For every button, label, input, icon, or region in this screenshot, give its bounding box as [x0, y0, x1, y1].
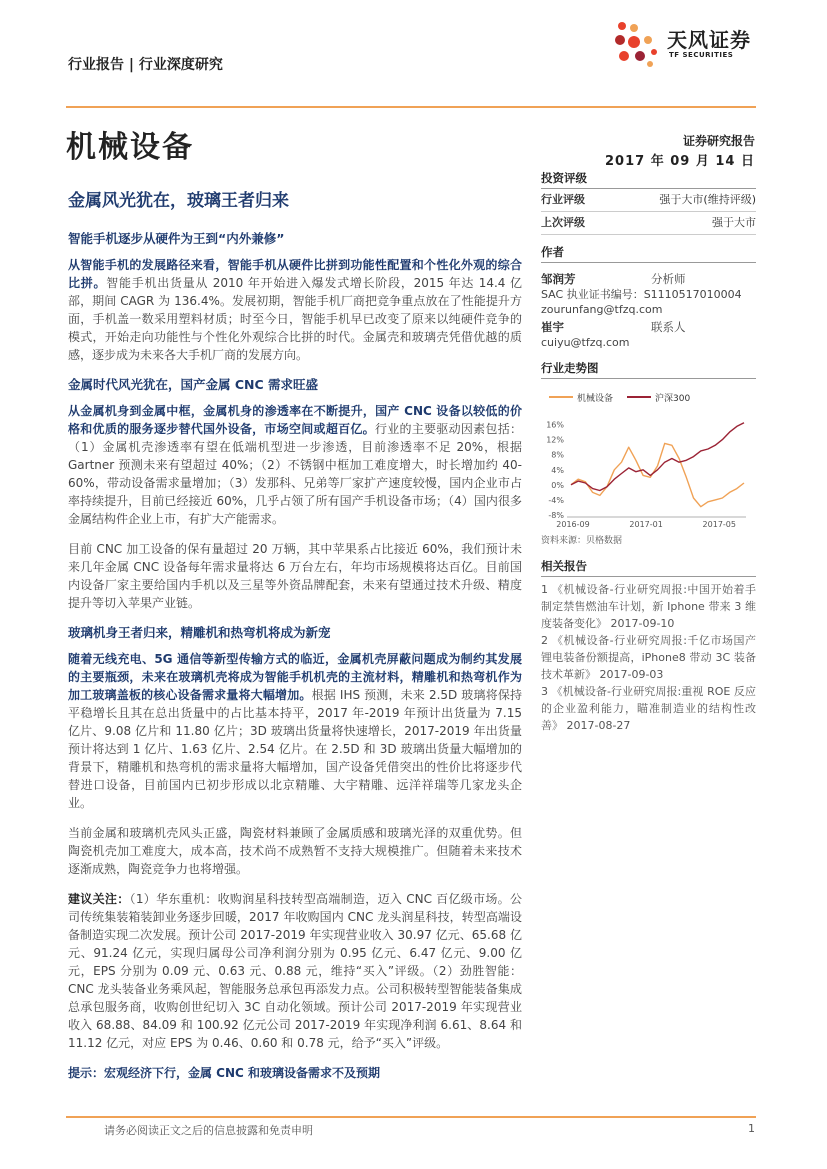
trend-box [541, 360, 756, 546]
y-tick-label: 4% [551, 465, 564, 475]
report-headline: 金属风光犹在，玻璃王者归来 [68, 191, 289, 211]
logo-mark-icon [612, 18, 664, 70]
paragraph-6 [68, 890, 522, 1052]
paragraph-2 [68, 402, 522, 528]
paragraph-6-text: （1）华东重机：收购润星科技转型高端制造，迈入 CNC 百亿级市场。公司传统集装箱装卸业务逐步回暖，2017 年收购国内 CNC 龙头润星科技，转型高端设备制造实现二次发展。预计公司 2017-2019 年实现营业收入 30.97 亿元、65.68 亿元、91.24 亿元，实现归属母公司净利润分别为 0.95 亿元、6.47 亿元、9.00 亿元，EPS 分别为 0.09 元、0.63 元、0.88 元，维持“买入”评级。（2）劲胜智能：CNC 龙头装备业务乘风起，智能服务总承包再添发力点。公司积极转型智能装备集成总承包服务商，收购创世纪切入 3C 自动化领域。预计公司 2017-2019 年实现营业收入 68.88、84.09 和 100.92 亿元公司 2017-2019 年实现净利润 6.61、8.64 和 11.12 亿元，对应 EPS 为 0.46、0.60 和 0.78 元，给予“买入”评级。 [68, 892, 522, 1050]
paragraph-1 [68, 256, 522, 364]
paragraph-2-lead: 从金属机身到金属中框，金属机身的渗透率在不断提升，国产 CNC 设备以较低的价格和优质的服务逐步替代国外设备，市场空间或超百亿。 [68, 404, 522, 436]
x-tick-label: 2017-01 [629, 520, 663, 529]
main-body [68, 230, 522, 1094]
trend-chart [541, 383, 756, 533]
authors-heading: 作者 [541, 244, 756, 263]
related-heading: 相关报告 [541, 558, 756, 577]
related-list [541, 581, 756, 734]
footer-divider [66, 1116, 756, 1118]
paragraph-1-lead: 从智能手机的发展路径来看，智能手机从硬件比拼到功能性配置和个性化外观的综合比拼。 [68, 258, 522, 290]
series-line [571, 423, 744, 491]
author-name: 邹润芳 [541, 272, 576, 286]
y-tick-label: 12% [546, 435, 564, 445]
author-block [541, 319, 756, 350]
related-item[interactable]: 1 《机械设备-行业研究周报:中国开始着手制定禁售燃油车计划，新 Iphone 带来 3 维度装备变化》 2017-09-10 [541, 583, 756, 630]
related-item[interactable]: 2 《机械设备-行业研究周报:千亿市场国产锂电装备份额提高，iPhone8 带动 3C 装备技术革新》 2017-09-03 [541, 634, 756, 681]
y-tick-label: -8% [548, 511, 564, 520]
paragraph-4-text: 根据 IHS 预测，未来 2.5D 玻璃将保持平稳增长且其在总出货量中的占比基本持平，2017 年-2019 年预计出货量为 7.15 亿片、9.08 亿片和 11.80 亿片；3D 玻璃出货量将快速增长，2017-2019 年出货量预计将达到 1 亿片、1.63 亿片、2.54 亿片。在 2.5D 和 3D 玻璃出货量大幅增加的背景下，精雕机和热弯机的需求量将大幅增加，国产设备凭借突出的性价比将逐步代替进口设备，目前国内已初步形成以北京精雕、大宇精雕、远洋祥瑞等几家龙头企业。 [68, 688, 522, 810]
author-role: 分析师 [651, 272, 686, 286]
series-line [571, 443, 744, 506]
y-tick-label: -4% [548, 495, 564, 505]
paragraph-4-lead: 随着无线充电、5G 通信等新型传输方式的临近，金属机壳屏蔽问题成为制约其发展的主要瓶颈，未来在玻璃机壳将成为智能手机机壳的主流材料，精雕机和热弯机作为加工玻璃盖板的核心设备需求量将大幅增加。 [68, 652, 522, 702]
risk-note: 提示：宏观经济下行，金属 CNC 和玻璃设备需求不及预期 [68, 1066, 381, 1080]
section-heading-2: 金属时代风光犹在，国产金属 CNC 需求旺盛 [68, 377, 319, 392]
paragraph-3: 目前 CNC 加工设备的保有量超过 20 万辆，其中苹果系占比接近 60%，我们预计未来几年金属 CNC 设备每年需求量将达 6 万台左右，年均市场规模将达百亿。目前国内设备厂家主要给国内手机以及三星等外资品牌配套，未来有望通过技术升级、精度提升等切入苹果产业链。 [68, 542, 522, 610]
chart-source: 资料来源：贝格数据 [541, 536, 623, 546]
paragraph-1-text: 智能手机出货量从 2010 年开始进入爆发式增长阶段，2015 年达 14.4 亿部，期间 CAGR 为 136.4%。发展初期，智能手机厂商把竞争重点放在了性能提升方面，手机盖一数采用塑料材质；时至今日，智能手机早已改变了原来以纯硬件竞争的模式，开始走向功能性与个性化外观综合比拼的时代。金属壳和玻璃壳凭借优越的质感，逐步成为未来各大手机厂商的发展方向。 [68, 276, 522, 362]
trend-heading: 行业走势图 [541, 360, 756, 379]
report-date: 2017 年 09 月 14 日 [605, 154, 755, 169]
y-tick-label: 16% [546, 420, 564, 430]
author-cert: SAC 执业证书编号：S1110517010004 [541, 288, 742, 301]
author-role: 联系人 [651, 320, 686, 334]
company-logo [612, 18, 772, 70]
logo-text-en: TF SECURITIES [669, 51, 734, 59]
related-box [541, 558, 756, 734]
related-item[interactable]: 3 《机械设备-行业研究周报:重视 ROE 反应的企业盈利能力，瞄准制造业的结构性改善》 2017-08-27 [541, 685, 756, 732]
x-tick-label: 2016-09 [556, 520, 590, 529]
page-number: 1 [748, 1122, 755, 1135]
disclaimer: 请务必阅读正文之后的信息披露和免责申明 [104, 1124, 313, 1137]
section-heading-3: 玻璃机身王者归来，精雕机和热弯机将成为新宠 [68, 625, 331, 640]
author-email[interactable]: cuiyu@tfzq.com [541, 336, 630, 349]
y-tick-label: 0% [551, 480, 564, 490]
industry-title: 机械设备 [66, 130, 194, 165]
authors-box [541, 244, 756, 350]
logo-text-cn: 天风证券 [667, 28, 751, 52]
legend-label: 机械设备 [577, 394, 614, 404]
report-type: 行业报告 | 行业深度研究 [68, 57, 223, 73]
rating-row [541, 212, 756, 235]
paragraph-2-text: 行业的主要驱动因素包括：（1）金属机壳渗透率有望在低端机型进一步渗透，目前渗透率不足 20%，根据 Gartner 预测未来有望超过 40%；（2）不锈钢中框加工难度增大，时长增加约 40-60%，带动设备需求量增加；（3）发那科、兄弟等厂家扩产速度较慢，国内企业市占率持续提升，目前已经接近 60%，几乎占领了所有国产手机设备市场；（4）国内很多金属结构件企业上市，有扩大产能需求。 [68, 422, 522, 526]
paragraph-6-lead: 建议关注： [68, 892, 130, 906]
rating-label: 行业评级 [541, 193, 585, 206]
rating-row [541, 189, 756, 212]
header-divider [66, 106, 756, 108]
rating-label: 上次评级 [541, 216, 585, 229]
rating-heading: 投资评级 [541, 170, 756, 189]
y-tick-label: 8% [551, 450, 564, 460]
rating-box [541, 170, 756, 235]
author-name: 崔宇 [541, 320, 564, 334]
doc-type: 证券研究报告 [682, 134, 755, 148]
rating-value: 强于大市 [712, 216, 756, 229]
rating-value: 强于大市(维持评级) [659, 193, 756, 206]
x-tick-label: 2017-05 [702, 520, 736, 529]
paragraph-5: 当前金属和玻璃机壳风头正盛，陶瓷材料兼顾了金属质感和玻璃光泽的双重优势。但陶瓷机壳加工难度大，成本高，技术尚不成熟暂不支持大规模推广。但随着未来技术逐渐成熟，陶瓷竞争力也将增强。 [68, 826, 522, 876]
paragraph-4 [68, 650, 522, 812]
author-email[interactable]: zourunfang@tfzq.com [541, 303, 663, 316]
author-block [541, 271, 756, 317]
section-heading-1: 智能手机逐步从硬件为王到“内外兼修” [68, 231, 285, 246]
legend-label: 沪深300 [655, 394, 691, 404]
